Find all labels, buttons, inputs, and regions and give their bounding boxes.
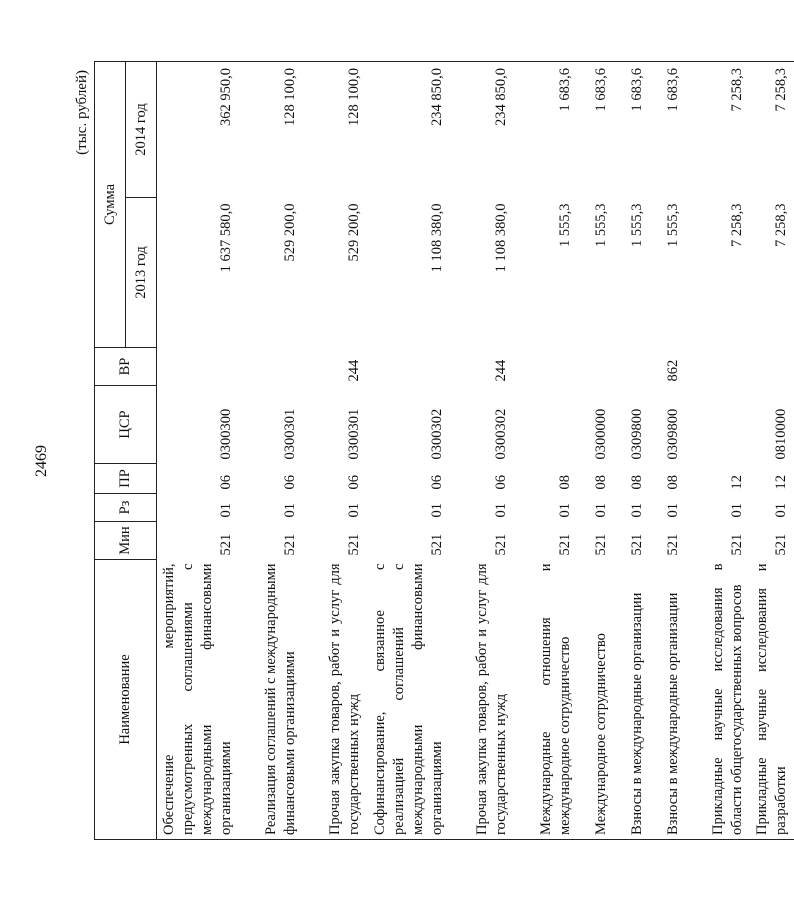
row-vr: [157, 348, 240, 386]
header-min: Мин: [95, 522, 157, 560]
row-pr: 12: [728, 475, 745, 490]
row-pr: 08: [664, 475, 681, 490]
row-name: Международное сотрудничество: [578, 560, 614, 840]
row-pr: 06: [346, 475, 363, 490]
row-pr: 06: [218, 475, 235, 490]
row-sum-2013: 1 555,3: [592, 203, 609, 247]
row-csr: 0300300: [218, 408, 235, 460]
row-min: 521: [728, 533, 745, 556]
row-vr: [614, 348, 650, 386]
row-name: Взносы в международные организации: [614, 560, 650, 840]
table-row: [157, 62, 240, 840]
table-header: [95, 62, 157, 840]
row-name: Прочая закупка товаров, работ и услуг для государственных нужд: [304, 560, 368, 840]
row-rz: 01: [346, 503, 363, 518]
row-sum-2014: 1 683,6: [578, 62, 614, 198]
row-vr: [578, 348, 614, 386]
row-pr: 06: [492, 475, 509, 490]
row-sum-2013: 7 258,3: [773, 203, 790, 247]
row-sum-2013: 1 555,3: [556, 203, 573, 247]
row-rz: 01: [773, 503, 790, 518]
header-csr: ЦСР: [95, 386, 157, 464]
table-row: [614, 62, 650, 840]
row-pr: 06: [428, 475, 445, 490]
row-vr: [750, 348, 794, 386]
page-number: 2469: [33, 445, 50, 477]
row-csr: [514, 386, 578, 464]
row-vr: [368, 348, 451, 386]
row-sum-2013: 1 108 380,0: [492, 203, 509, 273]
row-sum-2013: 529 200,0: [346, 203, 363, 262]
row-rz: 01: [556, 503, 573, 518]
table-row: [650, 62, 686, 840]
row-sum-2013: 1 637 580,0: [218, 203, 235, 273]
row-csr: 0300301: [282, 408, 299, 460]
row-sum-2014: 234 850,0: [450, 62, 514, 198]
row-rz: 01: [428, 503, 445, 518]
row-name: Прикладные научные исследования в области общегосударственных вопросов: [686, 560, 750, 840]
row-sum-2014: 128 100,0: [304, 62, 368, 198]
row-min: 521: [628, 533, 645, 556]
row-sum-2014: 1 683,6: [514, 62, 578, 198]
row-name: Обеспечение мероприятий, предусмотренных соглашениями с международными финансовыми организациями: [157, 560, 240, 840]
row-rz: 01: [592, 503, 609, 518]
header-pr: ПР: [95, 464, 157, 494]
table-row: [450, 62, 514, 840]
units-note: (тыс. рублей): [74, 70, 90, 155]
header-year-2014: 2014 год: [126, 62, 157, 198]
header-rz: Рз: [95, 494, 157, 522]
row-name: Прикладные научные исследования и разработки: [750, 560, 794, 840]
row-min: 521: [556, 533, 573, 556]
row-min: 521: [282, 533, 299, 556]
row-min: 521: [664, 533, 681, 556]
row-name: Реализация соглашений с международными финансовыми организациями: [240, 560, 304, 840]
row-min: 521: [773, 533, 790, 556]
row-sum-2014: 362 950,0: [157, 62, 240, 198]
row-sum-2014: 1 683,6: [614, 62, 650, 198]
header-name: Наименование: [95, 560, 157, 840]
row-pr: 06: [282, 475, 299, 490]
row-csr: 0300302: [428, 408, 445, 460]
row-name: Прочая закупка товаров, работ и услуг для государственных нужд: [450, 560, 514, 840]
row-min: 521: [428, 533, 445, 556]
table-row: [686, 62, 750, 840]
row-rz: 01: [218, 503, 235, 518]
row-name: Софинансирование, связанное с реализацией соглашений с международными финансовыми организациями: [368, 560, 451, 840]
row-sum-2014: 234 850,0: [368, 62, 451, 198]
row-pr: 08: [592, 475, 609, 490]
header-sum: Сумма: [95, 62, 126, 348]
row-min: 521: [492, 533, 509, 556]
row-sum-2013: 1 555,3: [664, 203, 681, 247]
row-name: Международные отношения и международное сотрудничество: [514, 560, 578, 840]
row-sum-2014: 7 258,3: [686, 62, 750, 198]
header-vr: ВР: [95, 348, 157, 386]
row-min: 521: [218, 533, 235, 556]
row-sum-2013: 1 555,3: [628, 203, 645, 247]
row-rz: 01: [628, 503, 645, 518]
row-pr: 08: [628, 475, 645, 490]
row-name: Взносы в международные организации: [650, 560, 686, 840]
table-row: [578, 62, 614, 840]
row-sum-2014: 1 683,6: [650, 62, 686, 198]
table-row: [368, 62, 451, 840]
row-rz: 01: [282, 503, 299, 518]
row-sum-2013: 529 200,0: [282, 203, 299, 262]
budget-table: [94, 61, 794, 840]
row-vr: 862: [664, 359, 681, 382]
row-vr: [686, 348, 750, 386]
header-year-2013: 2013 год: [126, 198, 157, 348]
row-rz: 01: [664, 503, 681, 518]
table-row: [304, 62, 368, 840]
row-csr: 0309800: [628, 408, 645, 460]
row-csr: 0300302: [492, 408, 509, 460]
row-min: 521: [346, 533, 363, 556]
row-csr: [686, 386, 750, 464]
row-csr: 0300301: [346, 408, 363, 460]
row-sum-2014: 128 100,0: [240, 62, 304, 198]
row-sum-2014: 7 258,3: [750, 62, 794, 198]
row-sum-2013: 1 108 380,0: [428, 203, 445, 273]
row-csr: 0810000: [773, 408, 790, 460]
row-csr: 0300000: [592, 408, 609, 460]
table-body: [157, 62, 794, 840]
budget-table-page: [72, 54, 790, 850]
row-vr: [240, 348, 304, 386]
row-csr: 0309800: [664, 408, 681, 460]
row-rz: 01: [492, 503, 509, 518]
table-row: [750, 62, 794, 840]
row-pr: 12: [773, 475, 790, 490]
row-vr: 244: [492, 359, 509, 382]
row-vr: 244: [346, 359, 363, 382]
row-pr: 08: [556, 475, 573, 490]
row-min: 521: [592, 533, 609, 556]
table-row: [240, 62, 304, 840]
row-rz: 01: [728, 503, 745, 518]
row-vr: [514, 348, 578, 386]
table-row: [514, 62, 578, 840]
row-sum-2013: 7 258,3: [728, 203, 745, 247]
